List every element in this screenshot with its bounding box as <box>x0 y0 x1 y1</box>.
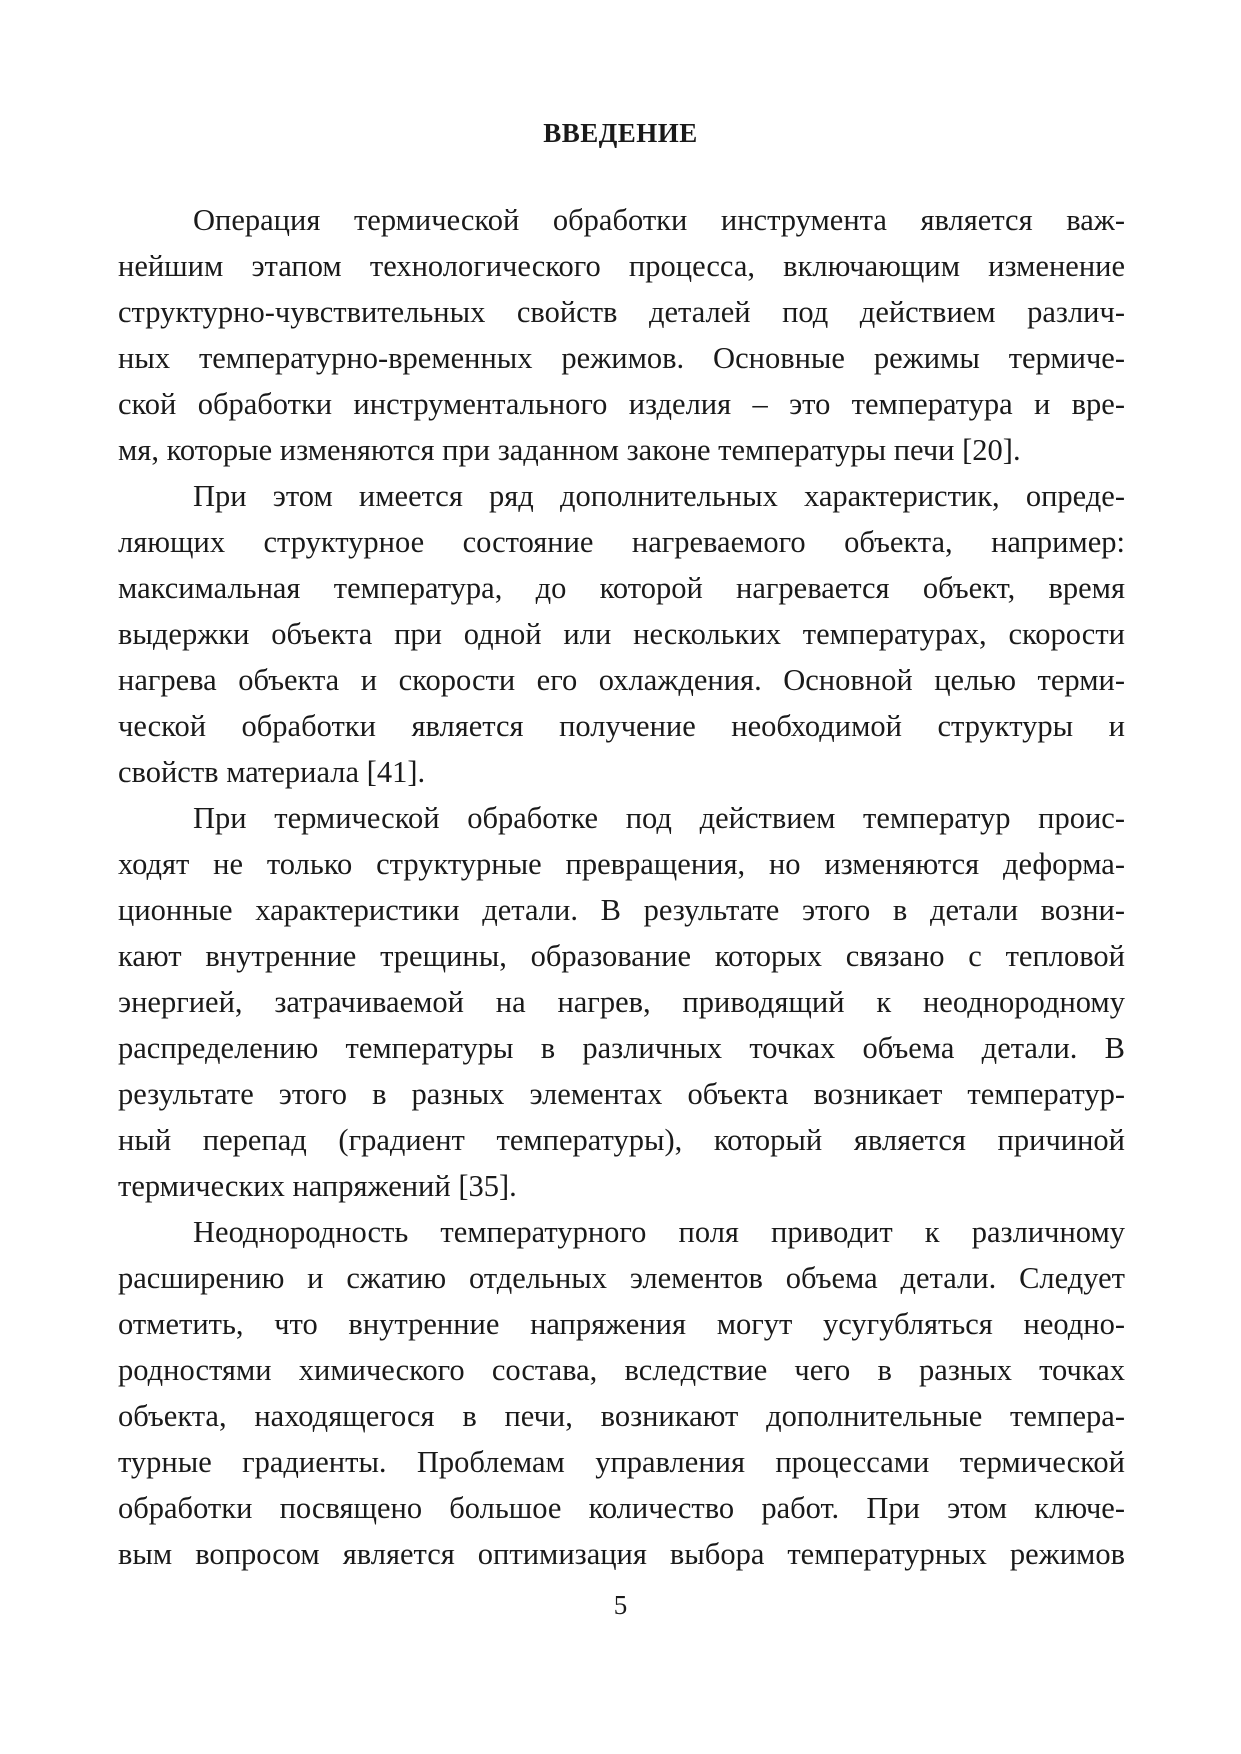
text-line: структурно-чувствительных свойств деталей под действием различ- <box>118 295 1125 329</box>
text-line: ный перепад (градиент температуры), который является причиной <box>118 1123 1125 1157</box>
text-line: выдержки объекта при одной или нескольких температурах, скорости <box>118 617 1125 651</box>
text-line: При этом имеется ряд дополнительных характеристик, опреде- <box>193 479 1125 513</box>
text-line: нейшим этапом технологического процесса, включающим изменение <box>118 249 1125 283</box>
text-line: свойств материала [41]. <box>118 755 426 789</box>
text-line: родностями химического состава, вследствие чего в разных точках <box>118 1353 1125 1387</box>
text-line: мя, которые изменяются при заданном законе температуры печи [20]. <box>118 433 1021 467</box>
text-line: обработки посвящено большое количество работ. При этом ключе- <box>118 1491 1125 1525</box>
text-line: вым вопросом является оптимизация выбора температурных режимов <box>118 1537 1125 1571</box>
text-line: кают внутренние трещины, образование которых связано с тепловой <box>118 939 1125 973</box>
text-line: При термической обработке под действием температур проис- <box>193 801 1125 835</box>
text-line: ходят не только структурные превращения, но изменяются деформа- <box>118 847 1125 881</box>
text-line: максимальная температура, до которой нагревается объект, время <box>118 571 1125 605</box>
text-line: ных температурно-временных режимов. Основные режимы термиче- <box>118 341 1125 375</box>
text-line: расширению и сжатию отдельных элементов объема детали. Следует <box>118 1261 1125 1295</box>
body-text <box>118 197 1125 1577</box>
text-line: энергией, затрачиваемой на нагрев, приводящий к неоднородному <box>118 985 1125 1019</box>
text-line: ляющих структурное состояние нагреваемого объекта, например: <box>118 525 1125 559</box>
text-line: нагрева объекта и скорости его охлаждения. Основной целью терми- <box>118 663 1125 697</box>
text-line: Неоднородность температурного поля приводит к различному <box>193 1215 1125 1249</box>
text-line: объекта, находящегося в печи, возникают дополнительные темпера- <box>118 1399 1125 1433</box>
text-line: ческой обработки является получение необходимой структуры и <box>118 709 1125 743</box>
section-heading: ВВЕДЕНИЕ <box>543 118 698 148</box>
text-line: Операция термической обработки инструмента является важ- <box>193 203 1125 237</box>
text-line: термических напряжений [35]. <box>118 1169 517 1203</box>
text-line: ской обработки инструментального изделия – это температура и вре- <box>118 387 1125 421</box>
text-line: ционные характеристики детали. В результате этого в детали возни- <box>118 893 1125 927</box>
text-line: результате этого в разных элементах объекта возникает температур- <box>118 1077 1125 1111</box>
text-line: распределению температуры в различных точках объема детали. В <box>118 1031 1125 1065</box>
text-line: турные градиенты. Проблемам управления процессами термической <box>118 1445 1125 1479</box>
text-line: отметить, что внутренние напряжения могут усугубляться неодно- <box>118 1307 1125 1341</box>
page-number: 5 <box>613 1590 628 1620</box>
